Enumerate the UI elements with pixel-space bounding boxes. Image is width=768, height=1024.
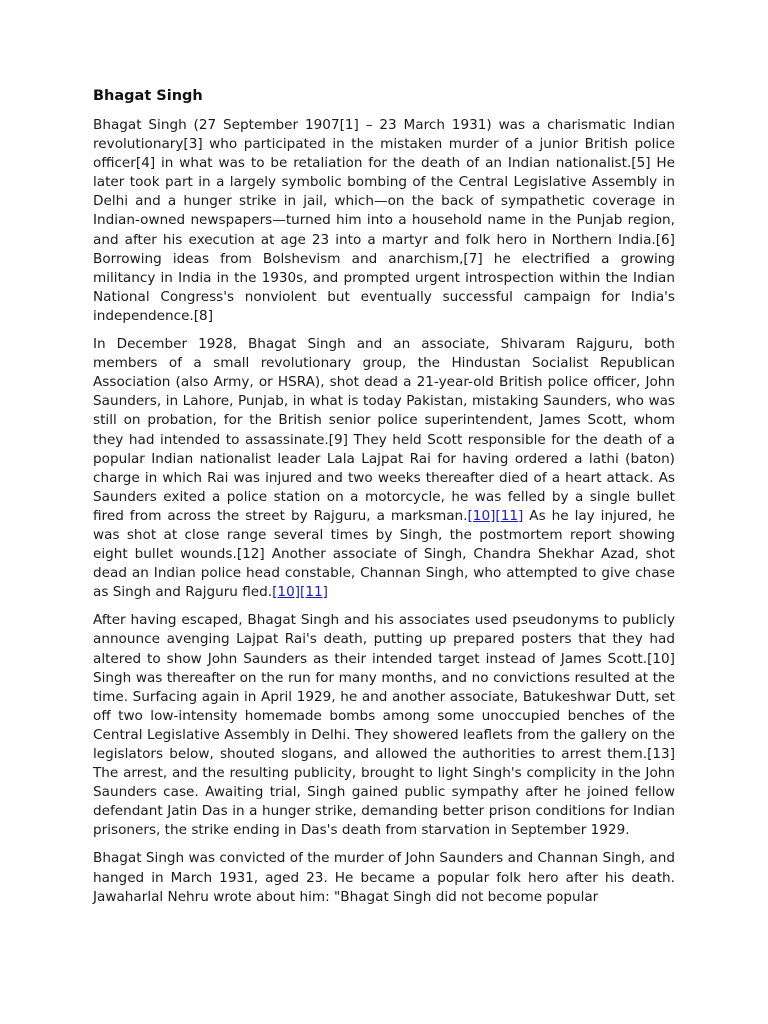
document-page (93, 86, 675, 916)
paragraph-2-text-a: In December 1928, Bhagat Singh and an associate, Shivaram Rajguru, both members of a small revolutionary group, the Hindustan Socialist Republican Association (also Army, or HSRA), shot dead a 21-year-old British police officer, John Saunders, in Lahore, Punjab, in what is today Pakistan, mistaking Saunders, who was still on probation, for the British senior police superintendent, James Scott, whom they had intended to assassinate.[9] They held Scott responsible for the death of a popular Indian nationalist leader Lala Lajpat Rai for having ordered a lathi (baton) charge in which Rai was injured and two weeks thereafter died of a heart attack. As Saunders exited a police station on a motorcycle, he was felled by a single bullet fired from across the street by Rajguru, a marksman. (93, 336, 675, 524)
paragraph-2 (93, 335, 675, 602)
paragraph-2-text-b: As he lay injured, he was shot at close range several times by Singh, the postmortem report showing eight bullet wounds.[12] Another associate of Singh, Chandra Shekhar Azad, shot dead an Indian police head constable, Channan Singh, who attempted to give chase as Singh and Rajguru fled. (93, 507, 676, 601)
citation-link-10-11-a[interactable]: [10][11] (467, 507, 524, 524)
document-title: Bhagat Singh (93, 88, 203, 104)
paragraph-3: After having escaped, Bhagat Singh and his associates used pseudonyms to publicly announce avenging Lajpat Rai's death, putting up prepared posters that they had altered to show John Saunders as their intended target instead of James Scott.[10] Singh was thereafter on the run for many months, and no convictions resulted at the time. Surfacing again in April 1929, he and another associate, Batukeshwar Dutt, set off two low-intensity homemade bombs among some unoccupied benches of the Central Legislative Assembly in Delhi. They showered leaflets from the gallery on the legislators below, shouted slogans, and allowed the authorities to arrest them.[13] The arrest, and the resulting publicity, brought to light Singh's complicity in the John Saunders case. Awaiting trial, Singh gained public sympathy after he joined fellow defendant Jatin Das in a hunger strike, demanding better prison conditions for Indian prisoners, the strike ending in Das's death from starvation in September 1929. (93, 612, 675, 839)
paragraph-1: Bhagat Singh (27 September 1907[1] – 23 March 1931) was a charismatic Indian revolutionary[3] who participated in the mistaken murder of a junior British police officer[4] in what was to be retaliation for the death of an Indian nationalist.[5] He later took part in a largely symbolic bombing of the Central Legislative Assembly in Delhi and a hunger strike in jail, which—on the back of sympathetic coverage in Indian-owned newspapers—turned him into a household name in the Punjab region, and after his execution at age 23 into a martyr and folk hero in Northern India.[6] Borrowing ideas from Bolshevism and anarchism,[7] he electrified a growing militancy in India in the 1930s, and prompted urgent introspection within the Indian National Congress's nonviolent but eventually successful campaign for India's independence.[8] (93, 117, 675, 324)
citation-link-10-11-b[interactable]: [10][11] (272, 584, 328, 601)
paragraph-4: Bhagat Singh was convicted of the murder of John Saunders and Channan Singh, and hanged in March 1931, aged 23. He became a popular folk hero after his death. Jawaharlal Nehru wrote about him: "Bhagat Singh did not become popular (93, 850, 675, 905)
